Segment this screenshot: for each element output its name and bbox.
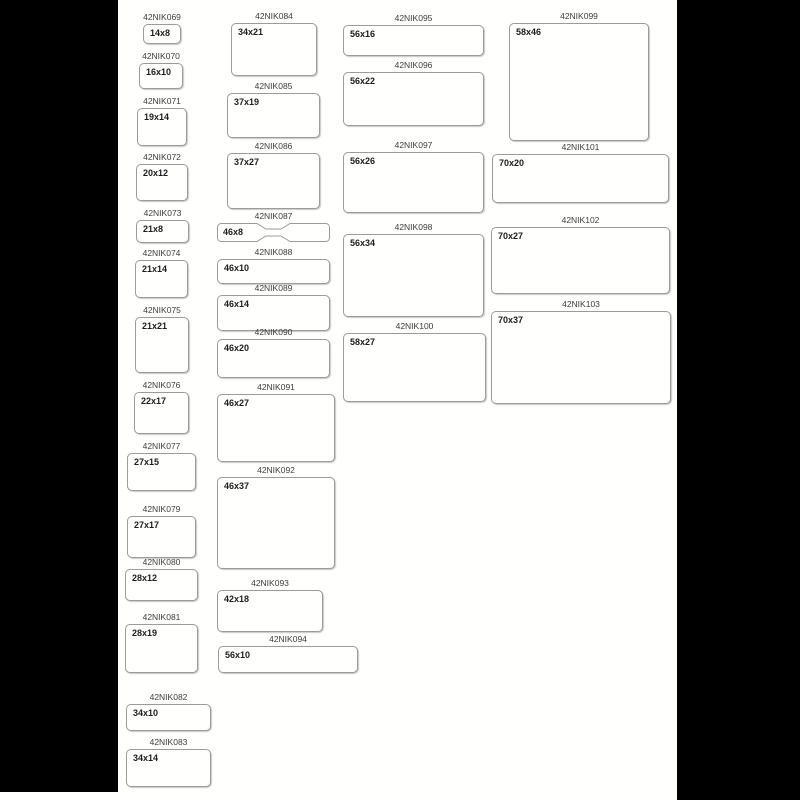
label-size: 34x21 bbox=[238, 27, 264, 37]
label-code: 42NIK098 bbox=[394, 222, 433, 232]
label-box bbox=[135, 317, 189, 373]
label-box bbox=[217, 295, 330, 331]
label-size: 42x18 bbox=[224, 594, 250, 604]
label-size: 56x22 bbox=[350, 76, 376, 86]
label-box bbox=[491, 311, 671, 404]
label-code: 42NIK103 bbox=[562, 299, 600, 309]
label-code: 42NIK088 bbox=[254, 247, 293, 257]
label-box bbox=[491, 227, 670, 294]
label-size: 21x14 bbox=[142, 264, 168, 274]
label-code: 42NIK076 bbox=[142, 380, 181, 390]
label-code: 42NIK073 bbox=[143, 208, 182, 218]
label-size: 34x14 bbox=[133, 753, 159, 763]
label-size: 70x27 bbox=[498, 231, 524, 241]
label-size: 56x34 bbox=[350, 238, 376, 248]
label-code: 42NIK093 bbox=[251, 578, 289, 588]
label-box bbox=[217, 477, 335, 569]
label-code: 42NIK085 bbox=[254, 81, 293, 91]
label-size: 37x19 bbox=[234, 97, 260, 107]
left-black-margin bbox=[0, 0, 118, 792]
label-box bbox=[343, 25, 484, 56]
label-code: 42NIK081 bbox=[142, 612, 181, 622]
label-size: 70x20 bbox=[499, 158, 525, 168]
label-box bbox=[126, 749, 211, 787]
label-size: 28x12 bbox=[132, 573, 158, 583]
label-code: 42NIK084 bbox=[255, 11, 293, 21]
label-size: 70x37 bbox=[498, 315, 524, 325]
label-size: 56x16 bbox=[350, 29, 376, 39]
label-box bbox=[509, 23, 649, 141]
label-box bbox=[343, 72, 484, 126]
label-code: 42NIK099 bbox=[560, 11, 598, 21]
label-box bbox=[135, 260, 188, 298]
label-box bbox=[343, 152, 484, 213]
label-code: 42NIK080 bbox=[142, 557, 181, 567]
label-box bbox=[217, 259, 330, 284]
label-code: 42NIK089 bbox=[254, 283, 293, 293]
label-size: 27x17 bbox=[134, 520, 160, 530]
label-box bbox=[218, 646, 358, 673]
label-size: 20x12 bbox=[143, 168, 169, 178]
label-code: 42NIK102 bbox=[561, 215, 600, 225]
label-size: 27x15 bbox=[134, 457, 160, 467]
label-code: 42NIK096 bbox=[394, 60, 433, 70]
label-box bbox=[231, 23, 317, 76]
label-box bbox=[136, 220, 189, 243]
label-box bbox=[227, 153, 320, 209]
label-size: 56x10 bbox=[225, 650, 251, 660]
label-box bbox=[125, 624, 198, 673]
label-code: 42NIK097 bbox=[394, 140, 433, 150]
label-code: 42NIK070 bbox=[142, 51, 180, 61]
label-box bbox=[143, 24, 181, 44]
label-size: 46x27 bbox=[224, 398, 250, 408]
label-size: 58x27 bbox=[350, 337, 376, 347]
label-code: 42NIK090 bbox=[254, 327, 293, 337]
label-code: 42NIK083 bbox=[149, 737, 188, 747]
label-box bbox=[125, 569, 198, 601]
label-size: 22x17 bbox=[141, 396, 167, 406]
label-code: 42NIK091 bbox=[257, 382, 295, 392]
label-box bbox=[134, 392, 189, 434]
label-size: 58x46 bbox=[516, 27, 542, 37]
label-size: 14x8 bbox=[150, 28, 171, 38]
label-size: 37x27 bbox=[234, 157, 260, 167]
label-code: 42NIK100 bbox=[395, 321, 434, 331]
label-code: 42NIK101 bbox=[561, 142, 600, 152]
label-size: 46x37 bbox=[224, 481, 250, 491]
label-box bbox=[217, 394, 335, 462]
label-box bbox=[217, 339, 330, 378]
label-code: 42NIK095 bbox=[394, 13, 433, 23]
label-code: 42NIK082 bbox=[149, 692, 188, 702]
label-box-barbell bbox=[217, 223, 330, 242]
label-code: 42NIK086 bbox=[254, 141, 293, 151]
label-box bbox=[343, 333, 486, 402]
label-box bbox=[126, 704, 211, 731]
label-box bbox=[137, 108, 187, 146]
label-size: 46x14 bbox=[224, 299, 250, 309]
label-box bbox=[139, 63, 183, 89]
label-size: 21x8 bbox=[143, 224, 164, 234]
label-size: 46x20 bbox=[224, 343, 250, 353]
label-box bbox=[492, 154, 669, 203]
label-size: 16x10 bbox=[146, 67, 172, 77]
label-size: 46x8 bbox=[223, 227, 244, 237]
label-size: 28x19 bbox=[132, 628, 158, 638]
label-size: 19x14 bbox=[144, 112, 170, 122]
label-size: 34x10 bbox=[133, 708, 159, 718]
label-code: 42NIK072 bbox=[143, 152, 181, 162]
label-code: 42NIK071 bbox=[143, 96, 181, 106]
label-box bbox=[127, 453, 196, 491]
label-box bbox=[136, 164, 188, 201]
right-black-margin bbox=[677, 0, 800, 800]
label-code: 42NIK075 bbox=[143, 305, 181, 315]
label-box bbox=[227, 93, 320, 138]
label-code: 42NIK074 bbox=[142, 248, 181, 258]
label-code: 42NIK077 bbox=[142, 441, 181, 451]
label-box bbox=[217, 590, 323, 632]
label-code: 42NIK069 bbox=[143, 12, 181, 22]
label-box bbox=[343, 234, 484, 317]
label-code: 42NIK087 bbox=[254, 211, 293, 221]
label-size: 56x26 bbox=[350, 156, 376, 166]
label-code: 42NIK079 bbox=[142, 504, 181, 514]
label-code: 42NIK094 bbox=[269, 634, 307, 644]
label-size: 21x21 bbox=[142, 321, 168, 331]
label-size: 46x10 bbox=[224, 263, 250, 273]
label-box bbox=[127, 516, 196, 558]
label-code: 42NIK092 bbox=[257, 465, 295, 475]
